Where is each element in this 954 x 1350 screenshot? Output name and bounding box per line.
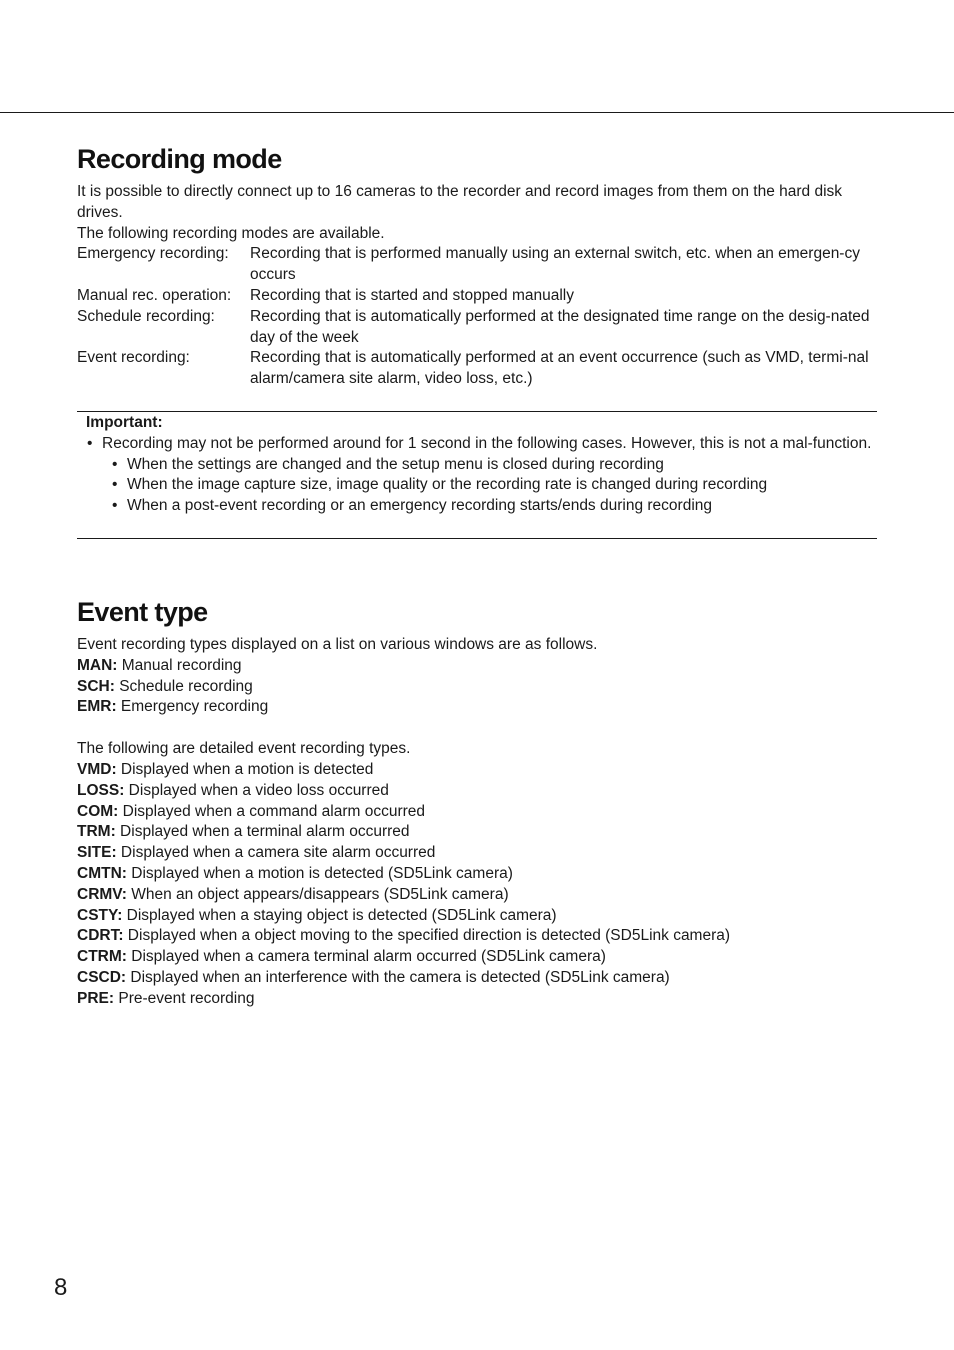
event-type-item — [77, 697, 877, 718]
event-code: VMD: — [77, 760, 117, 778]
event-desc: Displayed when a staying object is detected (SD5Link camera) — [122, 906, 557, 924]
sub-bullet: • When a post-event recording or an emergency recording starts/ends during recording — [86, 496, 877, 517]
mode-row-emergency — [77, 244, 877, 286]
detail-item — [77, 906, 877, 927]
mode-term: Event recording: — [77, 349, 190, 367]
event-code: EMR: — [77, 698, 117, 716]
important-sub-bullets — [86, 455, 877, 517]
mode-desc: Recording that is started and stopped manually — [250, 286, 574, 304]
event-code: SCH: — [77, 677, 115, 695]
mode-term: Emergency recording: — [77, 245, 229, 263]
important-bullet: • Recording may not be performed around for 1 second in the following cases. However, this is not a mal-function. — [86, 434, 877, 455]
event-desc: Displayed when a motion is detected — [116, 760, 374, 778]
recording-mode-intro-2: The following recording modes are available. — [77, 224, 385, 242]
detail-item — [77, 989, 877, 1010]
mode-row-schedule — [77, 307, 877, 349]
detail-item — [77, 822, 877, 843]
event-code: CSTY: — [77, 906, 123, 924]
event-type-section — [77, 596, 877, 1010]
detail-item — [77, 781, 877, 802]
mode-desc: Recording that is performed manually using an external switch, etc. when an emergen-cy occurs — [250, 245, 860, 284]
important-title: Important: — [86, 414, 163, 431]
detail-item — [77, 864, 877, 885]
event-desc: Displayed when a video loss occurred — [124, 781, 389, 799]
event-code: CTRM: — [77, 948, 127, 966]
detail-intro: The following are detailed event recording types. — [77, 740, 411, 758]
recording-mode-section — [77, 143, 877, 390]
event-type-intro: Event recording types displayed on a list on various windows are as follows. — [77, 636, 598, 653]
page-number: 8 — [54, 1274, 68, 1301]
event-code: MAN: — [77, 656, 118, 674]
event-type-heading: Event type — [77, 597, 208, 627]
spacer — [77, 718, 877, 739]
event-desc: Displayed when a terminal alarm occurred — [115, 823, 410, 841]
event-desc: Emergency recording — [116, 698, 269, 716]
detail-item — [77, 926, 877, 947]
event-code: CMTN: — [77, 864, 127, 882]
important-notice-box — [77, 411, 877, 539]
event-desc: Displayed when a motion is detected (SD5Link camera) — [126, 864, 513, 882]
detail-item — [77, 760, 877, 781]
recording-mode-heading: Recording mode — [77, 144, 282, 174]
event-desc: Pre-event recording — [114, 989, 255, 1007]
event-code: LOSS: — [77, 781, 125, 799]
mode-term: Schedule recording: — [77, 307, 215, 325]
event-desc: Manual recording — [117, 656, 242, 674]
event-desc: Displayed when a camera site alarm occurred — [116, 844, 436, 862]
event-desc: Displayed when an interference with the camera is detected (SD5Link camera) — [126, 968, 670, 986]
detail-item — [77, 947, 877, 968]
mode-desc: Recording that is automatically performed at the designated time range on the desig-nated day of the week — [250, 307, 870, 346]
mode-row-event — [77, 348, 877, 390]
event-code: PRE: — [77, 989, 115, 1007]
event-code: TRM: — [77, 823, 116, 841]
event-code: SITE: — [77, 844, 117, 862]
event-code: CDRT: — [77, 927, 124, 945]
recording-modes-list — [77, 244, 877, 390]
mode-term: Manual rec. operation: — [77, 286, 232, 304]
mode-desc: Recording that is automatically performed at an event occurrence (such as VMD, termi-nal alarm/camera site alarm, video loss, etc.) — [250, 349, 869, 388]
event-code: CRMV: — [77, 885, 127, 903]
detail-item — [77, 885, 877, 906]
sub-bullet: • When the image capture size, image quality or the recording rate is changed during recording — [86, 475, 877, 496]
event-desc: Schedule recording — [114, 677, 253, 695]
header-rule — [0, 112, 954, 113]
detail-item — [77, 802, 877, 823]
event-type-item — [77, 677, 877, 698]
event-type-item — [77, 656, 877, 677]
event-desc: Displayed when a command alarm occurred — [118, 802, 426, 820]
detail-item — [77, 968, 877, 989]
sub-bullet: • When the settings are changed and the setup menu is closed during recording — [86, 455, 877, 476]
event-desc: Displayed when a camera terminal alarm occurred (SD5Link camera) — [126, 948, 606, 966]
event-desc: When an object appears/disappears (SD5Link camera) — [126, 885, 509, 903]
event-code: CSCD: — [77, 968, 127, 986]
detail-item — [77, 843, 877, 864]
recording-mode-intro: It is possible to directly connect up to 16 cameras to the recorder and record images from them on the hard disk drives. — [77, 183, 843, 221]
event-desc: Displayed when a object moving to the specified direction is detected (SD5Link camera) — [123, 927, 731, 945]
mode-row-manual — [77, 286, 877, 307]
event-code: COM: — [77, 802, 119, 820]
